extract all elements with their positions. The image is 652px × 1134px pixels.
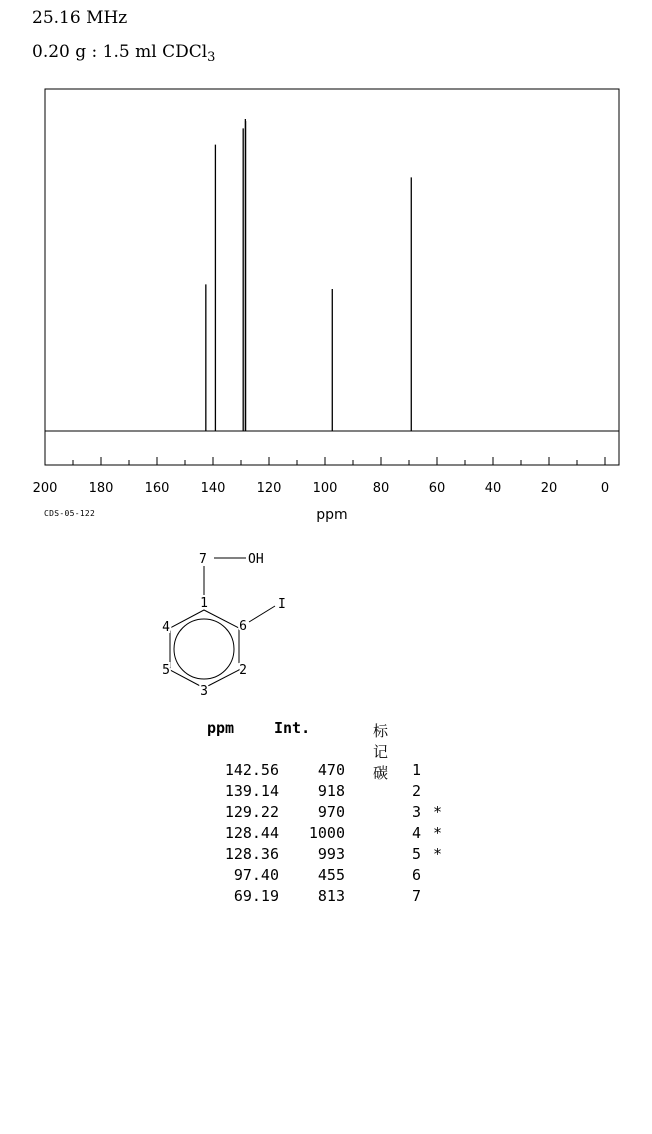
sample-subscript: 3 — [207, 50, 216, 65]
x-tick-label: 0 — [600, 481, 610, 496]
atom-label-6: 6 — [239, 619, 247, 634]
cell-carbon: 7 — [411, 887, 421, 905]
table-row — [0, 803, 652, 824]
x-tick-label: 180 — [88, 481, 114, 496]
cell-int: 455 — [317, 866, 345, 884]
cell-ppm: 129.22 — [224, 803, 279, 821]
x-tick-label: 80 — [372, 481, 390, 496]
cell-int: 993 — [317, 845, 345, 863]
cell-int: 1000 — [308, 824, 345, 842]
cell-carbon: 1 — [411, 761, 421, 779]
header-carbon-assignment: 标记碳 — [373, 722, 389, 782]
cell-ppm: 128.44 — [224, 824, 279, 842]
atom-label-2: 2 — [239, 663, 247, 678]
table-row — [0, 887, 652, 908]
cell-carbon: 6 — [411, 866, 421, 884]
x-tick-label: 60 — [428, 481, 446, 496]
header-ppm: ppm — [207, 719, 235, 737]
atom-label-5: 5 — [162, 663, 170, 678]
x-axis-tick-labels — [33, 481, 610, 496]
atom-label-iodine: I — [278, 597, 286, 612]
cell-ppm: 128.36 — [224, 845, 279, 863]
table-row — [0, 824, 652, 845]
cell-int: 918 — [317, 782, 345, 800]
cell-ppm: 97.40 — [233, 866, 279, 884]
cell-carbon: 2 — [411, 782, 421, 800]
x-tick-label: 200 — [32, 481, 58, 496]
atom-label-3: 3 — [200, 684, 208, 699]
header-intensity: Int. — [274, 719, 311, 737]
x-tick-label: 120 — [256, 481, 282, 496]
cell-mark: * — [433, 824, 443, 842]
cell-int: 970 — [317, 803, 345, 821]
nmr-spectrum-chart — [0, 0, 652, 530]
bond-6-i — [249, 606, 275, 622]
cell-mark: * — [433, 845, 443, 863]
spectrometer-frequency: 25.16 MHz — [32, 8, 128, 28]
cell-int: 470 — [317, 761, 345, 779]
table-row — [0, 782, 652, 803]
table-row — [0, 761, 652, 782]
cell-carbon: 4 — [411, 824, 421, 842]
benzene-ring — [170, 610, 239, 688]
atom-label-4: 4 — [162, 620, 170, 635]
cell-ppm: 142.56 — [224, 761, 279, 779]
cell-int: 813 — [317, 887, 345, 905]
x-axis-label: ppm — [316, 507, 348, 523]
table-row — [0, 845, 652, 866]
peaks-group — [206, 119, 411, 431]
atom-label-oh: OH — [248, 552, 264, 567]
x-tick-label: 20 — [540, 481, 558, 496]
atom-label-7: 7 — [199, 552, 207, 567]
table-row — [0, 866, 652, 887]
aromatic-circle — [174, 619, 234, 679]
cell-carbon: 5 — [411, 845, 421, 863]
cell-ppm: 69.19 — [233, 887, 279, 905]
atom-label-1: 1 — [200, 596, 208, 611]
cell-mark: * — [433, 803, 443, 821]
sample-text: 0.20 g : 1.5 ml CDCl — [32, 42, 208, 62]
x-tick-label: 140 — [200, 481, 226, 496]
x-tick-label: 40 — [484, 481, 502, 496]
x-axis-ticks — [45, 457, 605, 465]
spectrum-code: CDS-05-122 — [44, 509, 96, 518]
cell-carbon: 3 — [411, 803, 421, 821]
x-tick-label: 100 — [312, 481, 338, 496]
x-tick-label: 160 — [144, 481, 170, 496]
cell-ppm: 139.14 — [224, 782, 279, 800]
